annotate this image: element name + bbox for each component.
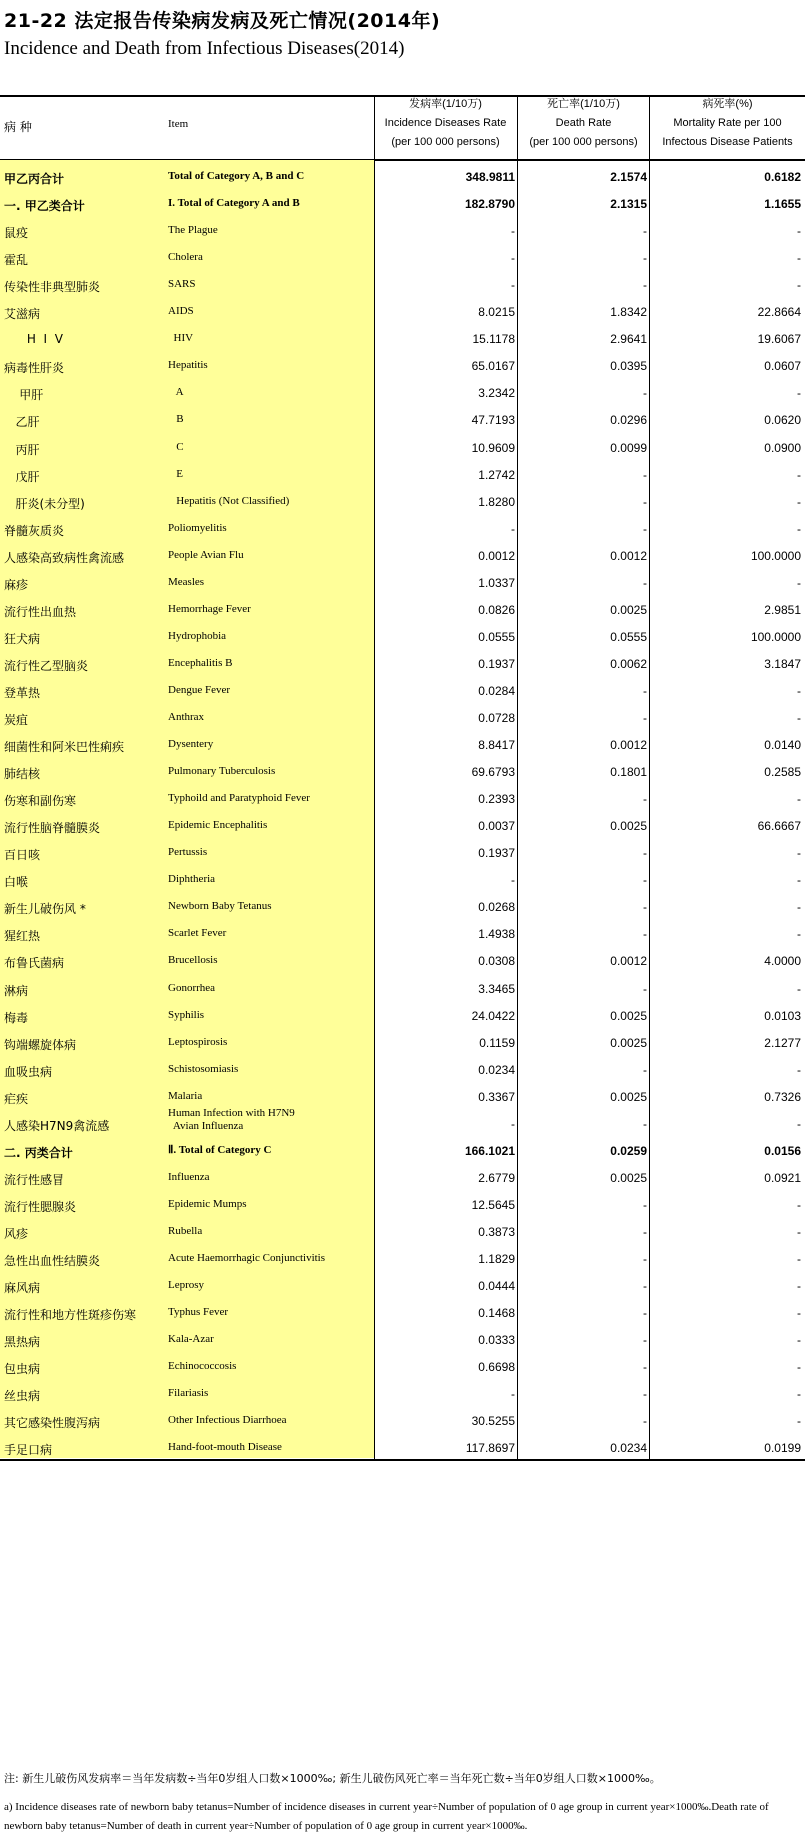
page-title-en: Incidence and Death from Infectious Diseases(2014) bbox=[4, 38, 405, 59]
row-incidence-rate: 8.0215 bbox=[478, 305, 515, 320]
row-mortality-rate: 1.1655 bbox=[764, 197, 801, 212]
row-incidence-rate: 0.0284 bbox=[478, 683, 515, 698]
row-item-en: Scarlet Fever bbox=[168, 927, 227, 940]
row-death-rate: - bbox=[643, 927, 647, 942]
row-disease-cn: 血吸虫病 bbox=[4, 1064, 53, 1079]
row-incidence-rate: 0.1468 bbox=[478, 1306, 515, 1321]
row-item-en: Echinococcosis bbox=[168, 1360, 237, 1373]
row-disease-cn: 细菌性和阿米巴性痢疾 bbox=[4, 740, 125, 755]
row-item-en: Kala-Azar bbox=[168, 1333, 214, 1346]
header-mortality-cn: 病死率(%) bbox=[702, 98, 753, 110]
row-death-rate: - bbox=[643, 521, 647, 536]
header-mortality bbox=[650, 95, 805, 160]
row-death-rate: 0.0099 bbox=[610, 440, 647, 455]
row-death-rate: - bbox=[643, 900, 647, 915]
row-death-rate: 0.0062 bbox=[610, 656, 647, 671]
row-death-rate: 0.0555 bbox=[610, 629, 647, 644]
header-incidence-en: Incidence Diseases Rate bbox=[384, 117, 507, 129]
row-mortality-rate: 100.0000 bbox=[750, 629, 801, 644]
row-item-en: E bbox=[168, 467, 183, 480]
row-mortality-rate: - bbox=[797, 1279, 801, 1294]
row-item-en: Epidemic Mumps bbox=[168, 1197, 247, 1210]
row-mortality-rate: - bbox=[797, 575, 801, 590]
row-item-en: Hydrophobia bbox=[168, 629, 227, 642]
row-death-rate: - bbox=[643, 467, 647, 482]
row-item-en: Hepatitis (Not Classified) bbox=[168, 494, 290, 507]
row-incidence-rate: - bbox=[511, 873, 515, 888]
row-death-rate: - bbox=[643, 1360, 647, 1375]
row-disease-cn: 狂犬病 bbox=[4, 631, 41, 646]
row-incidence-rate: 1.2742 bbox=[478, 467, 515, 482]
row-incidence-rate: 10.9609 bbox=[471, 440, 515, 455]
row-incidence-rate: 3.3465 bbox=[478, 981, 515, 996]
row-item-en: Schistosomiasis bbox=[168, 1062, 239, 1075]
row-mortality-rate: 0.0103 bbox=[764, 1008, 801, 1023]
row-incidence-rate: 0.0728 bbox=[478, 711, 515, 725]
row-incidence-rate: 1.8280 bbox=[478, 494, 515, 509]
row-death-rate: 0.0012 bbox=[610, 738, 647, 753]
row-mortality-rate: - bbox=[797, 1224, 801, 1239]
footnote-cn: 注: 新生儿破伤风发病率＝当年发病数÷当年0岁组人口数×1000‰; 新生儿破伤风死亡率＝当年死亡数÷当年0岁组人口数×1000‰。 bbox=[4, 1772, 661, 1785]
row-mortality-rate: - bbox=[797, 1116, 801, 1131]
row-death-rate: 0.0025 bbox=[610, 602, 647, 617]
row-death-rate: - bbox=[643, 683, 647, 698]
row-incidence-rate: 182.8790 bbox=[464, 197, 515, 212]
row-item-en: Gonorrhea bbox=[168, 981, 216, 994]
row-incidence-rate: 2.6779 bbox=[478, 1170, 515, 1185]
row-disease-cn: 钩端螺旋体病 bbox=[4, 1037, 77, 1052]
row-death-rate: 0.0296 bbox=[610, 413, 647, 428]
row-incidence-rate: 0.0268 bbox=[478, 900, 515, 915]
row-mortality-rate: 0.7326 bbox=[764, 1089, 801, 1104]
row-item-en: C bbox=[168, 440, 184, 453]
footnote-en: a) Incidence diseases rate of newborn baby tetanus=Number of incidence diseases in current year÷Number of population of 0 age group in current year×1000‰.Death rate of newborn baby tetanus=Number of death in current year÷Number of population of 0 age group in current year×1000‰. bbox=[4, 1801, 769, 1832]
row-disease-cn: 其它感染性腹泻病 bbox=[4, 1416, 101, 1431]
row-incidence-rate: 0.1159 bbox=[479, 1035, 515, 1050]
row-incidence-rate: 1.1829 bbox=[478, 1252, 515, 1266]
row-disease-cn: 一. 甲乙类合计 bbox=[4, 199, 85, 214]
row-item-en: HIV bbox=[168, 332, 194, 345]
row-disease-cn: 乙肝 bbox=[4, 415, 40, 430]
row-incidence-rate: 69.6793 bbox=[471, 765, 515, 780]
table-header bbox=[0, 95, 805, 160]
row-death-rate: 0.0259 bbox=[610, 1143, 647, 1158]
row-death-rate: - bbox=[643, 1197, 647, 1212]
row-item-en: Ⅱ. Total of Category C bbox=[168, 1143, 272, 1156]
row-death-rate: - bbox=[643, 1306, 647, 1321]
row-mortality-rate: 19.6067 bbox=[757, 332, 801, 347]
row-item-en: Influenza bbox=[168, 1170, 210, 1183]
row-disease-cn: 甲肝 bbox=[4, 388, 44, 403]
row-mortality-rate: 4.0000 bbox=[764, 954, 801, 969]
header-death-en: Death Rate bbox=[555, 117, 612, 129]
row-death-rate: - bbox=[643, 981, 647, 996]
row-item-en: Acute Haemorrhagic Conjunctivitis bbox=[168, 1252, 326, 1264]
row-mortality-rate: 22.8664 bbox=[757, 305, 801, 320]
row-incidence-rate: 0.6698 bbox=[478, 1360, 515, 1375]
row-mortality-rate: - bbox=[797, 927, 801, 942]
row-incidence-rate: 3.2342 bbox=[478, 386, 515, 401]
row-disease-cn: 麻疹 bbox=[4, 577, 29, 592]
row-death-rate: 0.0025 bbox=[610, 1089, 647, 1104]
row-mortality-rate: - bbox=[797, 386, 801, 401]
row-mortality-rate: - bbox=[797, 1414, 801, 1429]
row-death-rate: 0.0395 bbox=[610, 359, 647, 374]
bottom-rule bbox=[0, 1459, 805, 1461]
row-disease-cn: 鼠疫 bbox=[4, 226, 29, 241]
row-death-rate: - bbox=[643, 1062, 647, 1077]
row-disease-cn: 炭疽 bbox=[4, 713, 29, 727]
row-incidence-rate: 0.0234 bbox=[478, 1062, 515, 1077]
row-item-en: Rubella bbox=[168, 1224, 203, 1237]
row-mortality-rate: 0.6182 bbox=[764, 170, 801, 184]
row-incidence-rate: 0.1937 bbox=[478, 846, 515, 861]
row-incidence-rate: 30.5255 bbox=[471, 1414, 515, 1429]
row-death-rate: - bbox=[643, 1414, 647, 1429]
row-mortality-rate: - bbox=[797, 711, 801, 725]
row-death-rate: - bbox=[643, 386, 647, 401]
row-incidence-rate: - bbox=[511, 1387, 515, 1402]
row-mortality-rate: - bbox=[797, 1062, 801, 1077]
row-death-rate: - bbox=[643, 711, 647, 725]
header-mortality-en: Mortality Rate per 100 bbox=[673, 117, 782, 129]
row-disease-cn: 甲乙丙合计 bbox=[4, 172, 65, 186]
row-mortality-rate: - bbox=[797, 900, 801, 915]
row-incidence-rate: 65.0167 bbox=[471, 359, 515, 374]
row-item-en: Pulmonary Tuberculosis bbox=[168, 765, 276, 778]
row-death-rate: 1.8342 bbox=[610, 305, 647, 320]
row-disease-cn: 白喉 bbox=[4, 875, 29, 890]
row-death-rate: - bbox=[643, 575, 647, 590]
row-mortality-rate: 0.0900 bbox=[764, 440, 801, 455]
row-mortality-rate: - bbox=[797, 1197, 801, 1212]
row-item-en: Syphilis bbox=[168, 1008, 205, 1021]
row-death-rate: - bbox=[643, 1279, 647, 1294]
row-incidence-rate: - bbox=[511, 224, 515, 239]
row-disease-cn: 传染性非典型肺炎 bbox=[4, 280, 101, 295]
row-incidence-rate: - bbox=[511, 251, 515, 266]
row-disease-cn: 包虫病 bbox=[4, 1362, 41, 1377]
row-mortality-rate: - bbox=[797, 1252, 801, 1266]
row-mortality-rate: 3.1847 bbox=[764, 656, 801, 671]
row-mortality-rate: - bbox=[797, 846, 801, 861]
row-disease-cn: 淋病 bbox=[4, 983, 29, 998]
row-item-en: Hemorrhage Fever bbox=[168, 602, 251, 615]
row-mortality-rate: - bbox=[797, 1387, 801, 1402]
header-item: Item bbox=[168, 118, 189, 130]
row-incidence-rate: 0.3367 bbox=[478, 1089, 515, 1104]
row-incidence-rate: - bbox=[511, 1116, 515, 1131]
row-disease-cn: 伤寒和副伤寒 bbox=[4, 794, 77, 809]
column-divider bbox=[374, 161, 375, 1459]
row-incidence-rate: 0.0555 bbox=[478, 629, 515, 644]
row-mortality-rate: 0.0140 bbox=[764, 738, 801, 753]
row-death-rate: - bbox=[643, 1333, 647, 1348]
row-item-en: AIDS bbox=[168, 305, 194, 318]
row-disease-cn: 肝炎(未分型) bbox=[4, 496, 85, 511]
row-death-rate: 0.0025 bbox=[610, 1170, 647, 1185]
row-mortality-rate: - bbox=[797, 792, 801, 807]
row-incidence-rate: 166.1021 bbox=[464, 1143, 515, 1158]
row-mortality-rate: 66.6667 bbox=[757, 819, 801, 834]
row-item-en: Dysentery bbox=[168, 738, 214, 751]
row-disease-cn: 流行性乙型脑炎 bbox=[4, 658, 89, 673]
row-death-rate: 0.0234 bbox=[610, 1441, 647, 1456]
row-disease-cn: 肺结核 bbox=[4, 767, 41, 782]
row-incidence-rate: 12.5645 bbox=[471, 1197, 515, 1212]
row-incidence-rate: 47.7193 bbox=[471, 413, 515, 428]
row-incidence-rate: - bbox=[511, 521, 515, 536]
row-death-rate: - bbox=[643, 1252, 647, 1266]
header-disease-cn: 病 种 bbox=[4, 120, 32, 134]
row-disease-cn: 麻风病 bbox=[4, 1281, 41, 1296]
row-incidence-rate: 0.2393 bbox=[478, 792, 515, 807]
row-incidence-rate: 1.4938 bbox=[478, 927, 515, 942]
row-incidence-rate: 0.0444 bbox=[478, 1279, 515, 1294]
row-mortality-rate: - bbox=[797, 521, 801, 536]
row-disease-cn: 疟疾 bbox=[4, 1091, 29, 1106]
row-disease-cn: 登革热 bbox=[4, 685, 41, 700]
row-death-rate: - bbox=[643, 494, 647, 509]
row-incidence-rate: 0.0012 bbox=[478, 548, 515, 563]
row-mortality-rate: - bbox=[797, 224, 801, 239]
row-death-rate: - bbox=[643, 792, 647, 807]
header-death bbox=[518, 95, 649, 160]
row-mortality-rate: - bbox=[797, 981, 801, 996]
row-item-en: Hepatitis bbox=[168, 359, 208, 372]
row-incidence-rate: - bbox=[511, 278, 515, 293]
row-disease-cn: 丙肝 bbox=[4, 442, 40, 457]
row-death-rate: - bbox=[643, 1116, 647, 1131]
row-disease-cn: 急性出血性结膜炎 bbox=[4, 1254, 101, 1268]
row-death-rate: - bbox=[643, 846, 647, 861]
row-incidence-rate: 0.0308 bbox=[478, 954, 515, 969]
row-mortality-rate: 0.0199 bbox=[764, 1441, 801, 1456]
row-mortality-rate: - bbox=[797, 251, 801, 266]
row-mortality-rate: - bbox=[797, 278, 801, 293]
row-mortality-rate: 0.0607 bbox=[764, 359, 801, 374]
row-death-rate: - bbox=[643, 873, 647, 888]
row-incidence-rate: 0.1937 bbox=[478, 656, 515, 671]
row-item-en: SARS bbox=[168, 278, 196, 291]
column-divider bbox=[517, 161, 518, 1459]
row-death-rate: 0.0012 bbox=[610, 548, 647, 563]
row-item-en: Dengue Fever bbox=[168, 683, 231, 696]
row-disease-cn: 风疹 bbox=[4, 1226, 29, 1241]
page-title-cn: 21-22 法定报告传染病发病及死亡情况(2014年) bbox=[4, 10, 441, 32]
row-death-rate: 0.0025 bbox=[610, 1008, 647, 1023]
row-disease-cn: 霍乱 bbox=[4, 253, 29, 268]
row-mortality-rate: - bbox=[797, 467, 801, 482]
row-item-en: Poliomyelitis bbox=[168, 521, 227, 534]
row-mortality-rate: 0.0620 bbox=[764, 413, 801, 428]
row-item-en: A bbox=[168, 386, 184, 399]
row-disease-cn: 艾滋病 bbox=[4, 307, 41, 322]
row-item-en: I. Total of Category A and B bbox=[168, 197, 300, 210]
row-mortality-rate: - bbox=[797, 683, 801, 698]
row-death-rate: 0.0025 bbox=[610, 819, 647, 834]
row-item-en: Hand-foot-mouth Disease bbox=[168, 1441, 282, 1454]
header-incidence-unit: (per 100 000 persons) bbox=[391, 136, 500, 148]
row-incidence-rate: 1.0337 bbox=[478, 575, 515, 590]
row-disease-cn: 人感染H7N9禽流感 bbox=[4, 1118, 110, 1133]
row-disease-cn: H I V bbox=[4, 332, 63, 347]
row-mortality-rate: - bbox=[797, 873, 801, 888]
row-item-en: People Avian Flu bbox=[168, 548, 244, 561]
header-mortality-unit: Infectous Disease Patients bbox=[662, 136, 793, 148]
row-mortality-rate: - bbox=[797, 1306, 801, 1321]
row-item-en: Typhus Fever bbox=[168, 1306, 229, 1319]
row-item-en: Typhoild and Paratyphoid Fever bbox=[168, 792, 310, 805]
row-item-en: Filariasis bbox=[168, 1387, 209, 1400]
row-death-rate: 0.0012 bbox=[610, 954, 647, 969]
row-item-en: Human Infection with H7N9 Avian Influenza bbox=[168, 1106, 295, 1132]
row-incidence-rate: 0.0826 bbox=[478, 602, 515, 617]
row-death-rate: 2.1574 bbox=[610, 170, 647, 184]
row-incidence-rate: 0.0333 bbox=[478, 1333, 515, 1348]
header-death-unit: (per 100 000 persons) bbox=[529, 136, 638, 148]
row-item-en: Pertussis bbox=[168, 846, 208, 859]
row-death-rate: - bbox=[643, 251, 647, 266]
row-mortality-rate: 0.0921 bbox=[764, 1170, 801, 1185]
row-disease-cn: 流行性脑脊髓膜炎 bbox=[4, 821, 101, 836]
row-item-en: The Plague bbox=[168, 224, 218, 237]
row-incidence-rate: 348.9811 bbox=[465, 170, 515, 184]
row-disease-cn: 脊髓灰质炎 bbox=[4, 523, 65, 538]
row-mortality-rate: 0.2585 bbox=[764, 765, 801, 780]
row-incidence-rate: 0.3873 bbox=[478, 1224, 515, 1239]
row-incidence-rate: 117.8697 bbox=[465, 1441, 515, 1456]
row-disease-cn: 手足口病 bbox=[4, 1443, 53, 1458]
row-death-rate: 0.1801 bbox=[610, 765, 647, 780]
row-item-en: Leprosy bbox=[168, 1279, 205, 1292]
row-disease-cn: 流行性感冒 bbox=[4, 1172, 65, 1187]
row-disease-cn: 二. 丙类合计 bbox=[4, 1145, 73, 1160]
row-item-en: Epidemic Encephalitis bbox=[168, 819, 268, 832]
row-disease-cn: 猩红热 bbox=[4, 929, 41, 944]
header-death-cn: 死亡率(1/10万) bbox=[547, 98, 620, 110]
row-item-en: Measles bbox=[168, 575, 205, 588]
row-death-rate: 2.1315 bbox=[610, 197, 647, 212]
row-item-en: Encephalitis B bbox=[168, 656, 233, 669]
row-incidence-rate: 0.0037 bbox=[478, 819, 515, 834]
row-disease-cn: 百日咳 bbox=[4, 848, 41, 863]
row-mortality-rate: 2.1277 bbox=[764, 1035, 801, 1050]
row-death-rate: - bbox=[643, 1387, 647, 1402]
row-disease-cn: 流行性和地方性斑疹伤寒 bbox=[4, 1308, 137, 1323]
column-divider bbox=[649, 161, 650, 1459]
row-item-en: Brucellosis bbox=[168, 954, 218, 967]
row-disease-cn: 新生儿破伤风 * bbox=[4, 902, 86, 917]
row-mortality-rate: 100.0000 bbox=[750, 548, 801, 563]
row-item-en: Leptospirosis bbox=[168, 1035, 228, 1048]
row-disease-cn: 梅毒 bbox=[4, 1010, 29, 1025]
row-incidence-rate: 8.8417 bbox=[478, 738, 515, 753]
row-disease-cn: 布鲁氏菌病 bbox=[4, 956, 65, 971]
row-death-rate: - bbox=[643, 1224, 647, 1239]
row-death-rate: 0.0025 bbox=[610, 1035, 647, 1050]
row-item-en: Other Infectious Diarrhoea bbox=[168, 1414, 287, 1427]
row-disease-cn: 丝虫病 bbox=[4, 1389, 41, 1404]
row-disease-cn: 病毒性肝炎 bbox=[4, 361, 65, 376]
row-mortality-rate: - bbox=[797, 1360, 801, 1375]
row-item-en: B bbox=[168, 413, 184, 426]
row-mortality-rate: - bbox=[797, 1333, 801, 1348]
header-incidence-cn: 发病率(1/10万) bbox=[409, 98, 482, 110]
row-incidence-rate: 24.0422 bbox=[471, 1008, 515, 1023]
row-item-en: Malaria bbox=[168, 1089, 203, 1102]
row-disease-cn: 戊肝 bbox=[4, 469, 40, 484]
row-mortality-rate: - bbox=[797, 494, 801, 509]
row-disease-cn: 黑热病 bbox=[4, 1335, 41, 1350]
row-item-en: Newborn Baby Tetanus bbox=[168, 900, 272, 913]
row-item-en: Cholera bbox=[168, 251, 203, 264]
row-incidence-rate: 15.1178 bbox=[472, 332, 515, 347]
row-death-rate: 2.9641 bbox=[610, 332, 647, 347]
header-incidence bbox=[375, 95, 516, 160]
row-disease-cn: 流行性出血热 bbox=[4, 604, 77, 619]
row-item-en: Total of Category A, B and C bbox=[168, 170, 305, 182]
row-death-rate: - bbox=[643, 278, 647, 293]
row-item-en: Diphtheria bbox=[168, 873, 216, 886]
row-disease-cn: 人感染高致病性禽流感 bbox=[4, 550, 125, 565]
row-disease-cn: 流行性腮腺炎 bbox=[4, 1199, 77, 1214]
row-mortality-rate: 0.0156 bbox=[764, 1143, 801, 1158]
row-mortality-rate: 2.9851 bbox=[764, 602, 801, 617]
row-item-en: Anthrax bbox=[168, 711, 205, 723]
row-death-rate: - bbox=[643, 224, 647, 239]
